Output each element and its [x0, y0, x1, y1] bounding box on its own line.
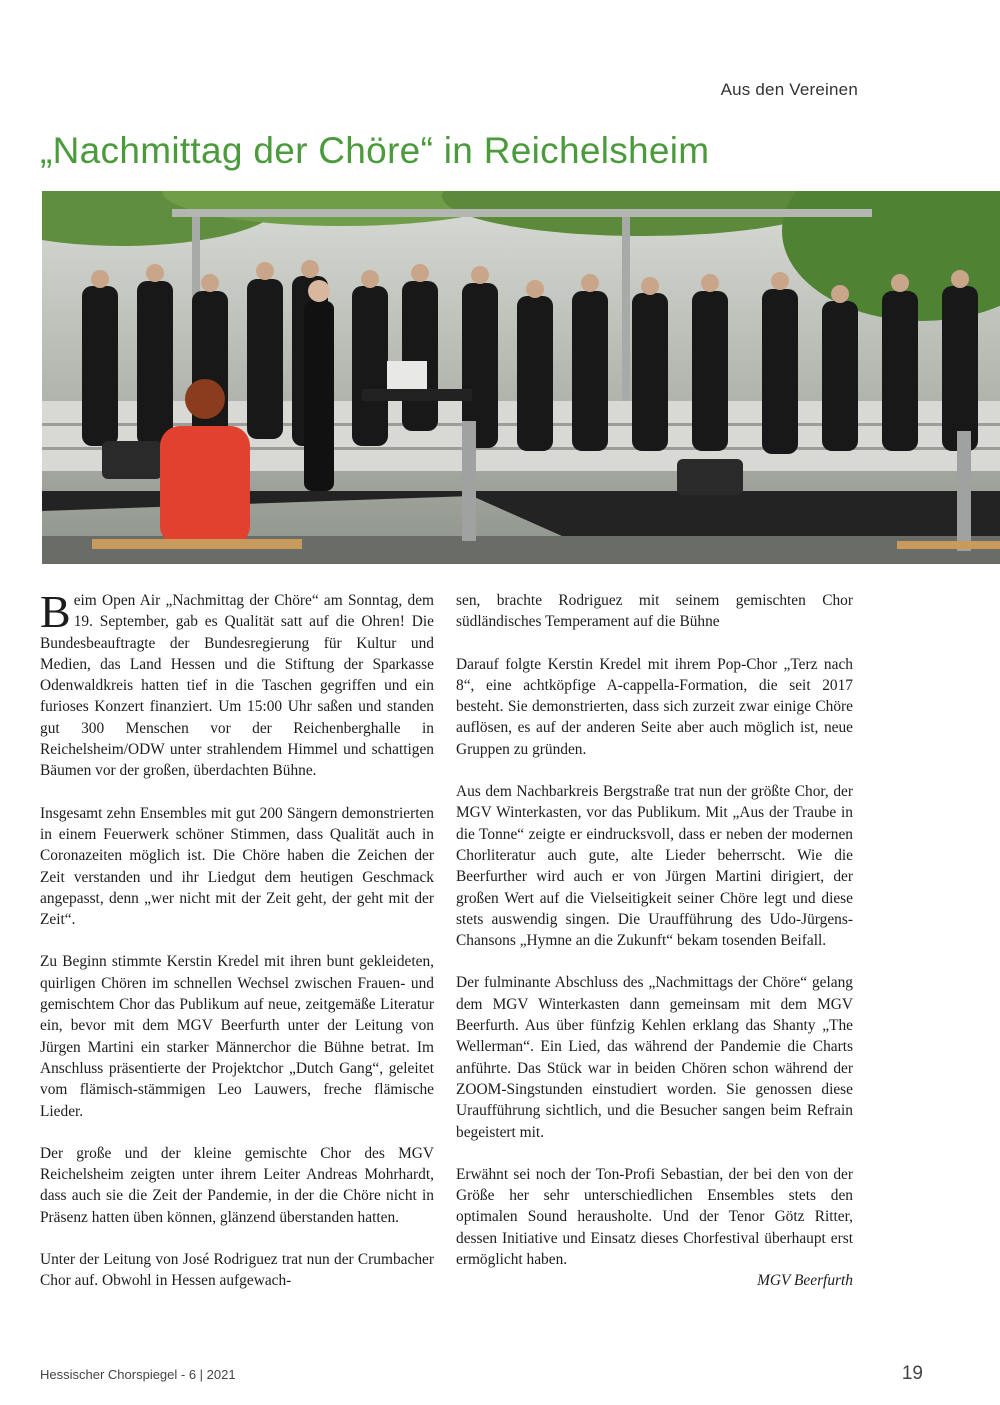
article-left-column [40, 586, 434, 1313]
paragraph: Der fulminante Abschluss des „Nachmittags der Chöre“ gelang dem MGV Winterkasten dann gemeinsam mit dem MGV Beerfurth. Aus über fünfzig Kehlen erklang das Shanty „The Wellerman“. Ein Lied, das während der Pandemie die Charts anführte. Das Stück war in beiden Chören schon während der ZOOM-Singstunden einstudiert worden. Sie genossen diese Uraufführung sichtlich, und die Besucher sangen beim Refrain begeistert mit. [456, 974, 853, 1141]
drop-cap: B [40, 586, 71, 637]
paragraph: Erwähnt sei noch der Ton-Profi Sebastian, der bei den von der Größe her sehr unterschiedlichen Ensembles stets den optimalen Sound herausholte. Und der Tenor Götz Ritter, dessen Initiative und Einsatz dieses Chorfestival überhaupt erst ermöglicht haben. [456, 1165, 853, 1269]
article-right-column [456, 590, 853, 1313]
paragraph: Darauf folgte Kerstin Kredel mit ihrem Pop-Chor „Terz nach 8“, eine achtköpfige A-cappella-Formation, die seit 2017 besteht. Sie demonstrierten, dass sich zurzeit zwar einige Chöre auflösen, es auf der anderen Seite aber auch möglich ist, neue Gruppen zu gründen. [456, 655, 853, 758]
author-signature: MGV Beerfurth [757, 1272, 853, 1290]
choir-stage-photo [42, 191, 1000, 564]
paragraph: Beim Open Air „Nachmittag der Chöre“ am Sonntag, dem 19. September, gab es Qualität satt auf die Ohren! Die Bundesbeauftragte der Bundesregierung für Kultur und Medien, das Land Hessen und die Stiftung der Sparkasse Odenwaldkreis hatten tief in die Taschen gegriffen und ein furioses Konzert finanziert. Um 15:00 Uhr saßen und standen gut 300 Menschen vor der Reichenberghalle in Reichelsheim/ODW unter strahlendem Himmel und schattigen Bäumen vor der großen, überdachten Bühne. [40, 586, 434, 780]
paragraph: Unter der Leitung von José Rodriguez trat nun der Crumbacher Chor auf. Obwohl in Hessen aufgewach- [40, 1251, 434, 1290]
paragraph: Zu Beginn stimmte Kerstin Kredel mit ihren bunt gekleideten, quirligen Chören im schnellen Wechsel zwischen Frauen- und gemischtem Chor das Publikum auf neue, zeitgemäße Literatur ein, bevor mit dem MGV Beerfurth unter der Leitung von Jürgen Martini ein starker Männerchor die Bühne betrat. Im Anschluss präsentierte der Projektchor „Dutch Gang“, geleitet vom flämisch-stämmigen Leo Lauwers, freche flämische Lieder. [40, 953, 434, 1120]
paragraph: Der große und der kleine gemischte Chor des MGV Reichelsheim zeigten unter ihrem Leiter Andreas Mohrhardt, dass auch sie die Zeit der Pandemie, in der die Chöre nicht in Präsenz hatten üben können, glänzend überstanden hatten. [40, 1144, 434, 1226]
article-title: „Nachmittag der Chöre“ in Reichelsheim [40, 130, 710, 171]
publication-footer: Hessischer Chorspiegel - 6 | 2021 [40, 1367, 236, 1382]
section-label: Aus den Vereinen [720, 80, 858, 99]
paragraph: Aus dem Nachbarkreis Bergstraße trat nun der größte Chor, der MGV Winterkasten, vor das Publikum. Mit „Aus der Traube in die Tonne“ zeigte er eindrucksvoll, dass er neben der modernen Chorliteratur auch gute, alte Lieder beherrscht. Wie die Beerfurther wird auch er von Jürgen Martini dirigiert, der großen Wert auf die Vielseitigkeit seiner Chöre legt und diese stets auswendig singen. Die Uraufführung des Udo-Jürgens-Chansons „Hymne an die Zukunft“ bekam tosenden Beifall. [456, 783, 853, 950]
page-number: 19 [901, 1363, 923, 1384]
paragraph: sen, brachte Rodriguez mit seinem gemischten Chor südländisches Temperament auf die Bühne [456, 592, 853, 631]
paragraph: Insgesamt zehn Ensembles mit gut 200 Sängern demonstrierten in einem Feuerwerk schöner Stimmen, dass Qualität auch in Coronazeiten möglich ist. Die Chöre haben die Zeichen der Zeit verstanden und ihr Liedgut dem heutigen Geschmack angepasst, denn „wer nicht mit der Zeit geht, der geht mit der Zeit“. [40, 804, 434, 929]
